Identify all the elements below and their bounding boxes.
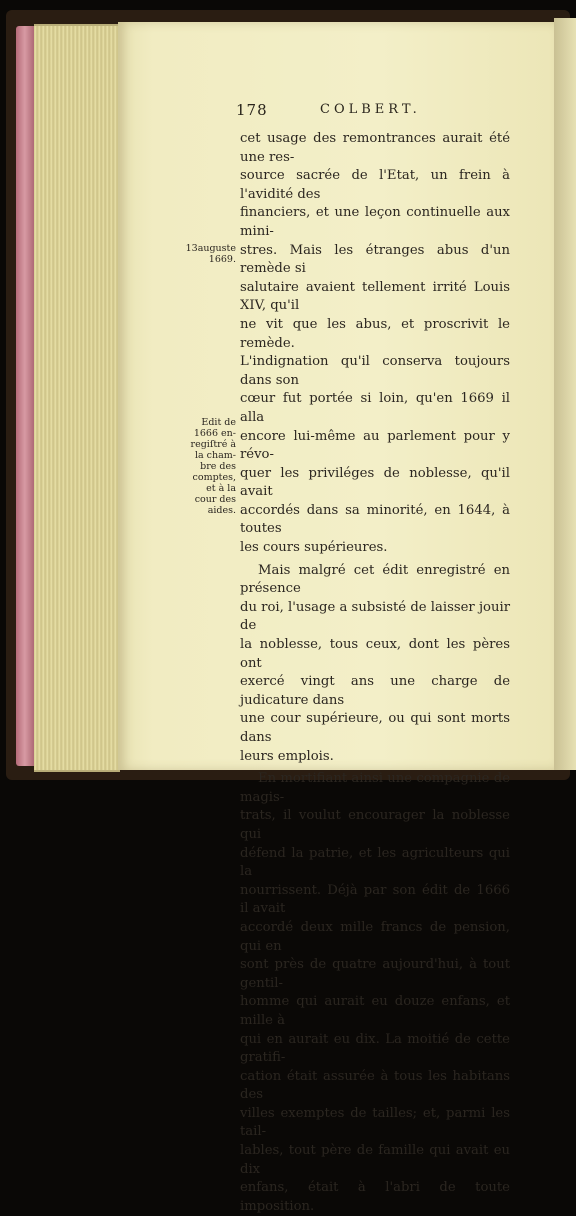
margin-note-line: 13auguste — [185, 243, 236, 254]
text-line: qui en aurait eu dix. La moitié de cette gratifi- — [240, 1031, 510, 1066]
text-line: du roi, l'usage a subsisté de laisser jouir de — [240, 599, 510, 634]
text-line: L'indignation qu'il conserva toujours dans son — [240, 354, 510, 388]
text-line: accordé deux mille francs de pension, qui en — [240, 919, 510, 954]
text-line: défend la patrie, et les agriculteurs qui la — [240, 845, 510, 880]
text-line: une cour supérieure, ou qui sont morts dans — [240, 711, 510, 745]
facing-page-edge — [554, 18, 576, 770]
text-line: les cours supérieures. — [240, 540, 388, 556]
text-line: salutaire avaient tellement irrité Louis XIV, qu'il — [240, 279, 510, 314]
text-line: stres. Mais les étranges abus d'un remède si — [240, 242, 510, 277]
text-line: homme qui aurait eu douze enfans, et mille à — [240, 994, 510, 1028]
text-line: ne vit que les abus, et proscrivit le remède. — [240, 316, 510, 351]
body-text — [240, 130, 510, 1216]
text-line: accordés dans sa minorité, en 1644, à toutes — [240, 502, 510, 537]
text-line: Mais malgré cet édit enregistré en présence — [240, 562, 510, 597]
margin-note-line: et à la — [206, 483, 236, 494]
text-line: source sacrée de l'Etat, un frein à l'avidité des — [240, 168, 510, 202]
text-line: quer les priviléges de noblesse, qu'il avait — [240, 465, 510, 500]
text-line: cet usage des remontrances aurait été une res- — [240, 131, 510, 165]
page-number: 178 — [236, 101, 268, 119]
text-line: la noblesse, tous ceux, dont les pères ont — [240, 637, 510, 671]
text-line: enfans, était à l'abri de toute imposition. — [240, 1180, 510, 1214]
text-line: En mortifiant ainsi une compagnie de magis- — [240, 771, 510, 805]
text-line: lables, tout père de famille qui avait eu dix — [240, 1143, 510, 1177]
running-head: COLBERT. — [320, 102, 421, 117]
page-stack — [34, 24, 120, 772]
margin-note-line: aides. — [207, 505, 236, 516]
margin-note-edict — [168, 417, 236, 516]
text-line: cation était assurée à tous les habitans des — [240, 1068, 510, 1103]
text-line: financiers, et une leçon continuelle aux mini- — [240, 205, 510, 239]
text-line: exercé vingt ans une charge de judicature dans — [240, 674, 510, 708]
text-line: cœur fut portée si loin, qu'en 1669 il alla — [240, 391, 510, 425]
text-line: villes exemptes de tailles; et, parmi les tail- — [240, 1105, 510, 1140]
text-line: encore lui-même au parlement pour y révo- — [240, 428, 510, 463]
margin-note-line: bre des — [200, 461, 236, 472]
text-line: trats, il voulut encourager la noblesse qui — [240, 808, 510, 842]
margin-note-line: regiſtré à — [190, 439, 236, 450]
margin-note-line: la cham- — [194, 450, 236, 461]
margin-note-date — [168, 243, 236, 265]
margin-note-line: 1669. — [208, 254, 236, 265]
margin-note-line: Edit de — [201, 417, 236, 428]
text-line: leurs emplois. — [240, 748, 334, 764]
margin-note-line: comptes, — [192, 472, 236, 483]
text-line: nourrissent. Déjà par son édit de 1666 il avait — [240, 882, 510, 917]
margin-note-line: 1666 en- — [193, 428, 236, 439]
margin-note-line: cour des — [194, 494, 236, 505]
text-line: sont près de quatre aujourd'hui, à tout gentil- — [240, 957, 510, 991]
